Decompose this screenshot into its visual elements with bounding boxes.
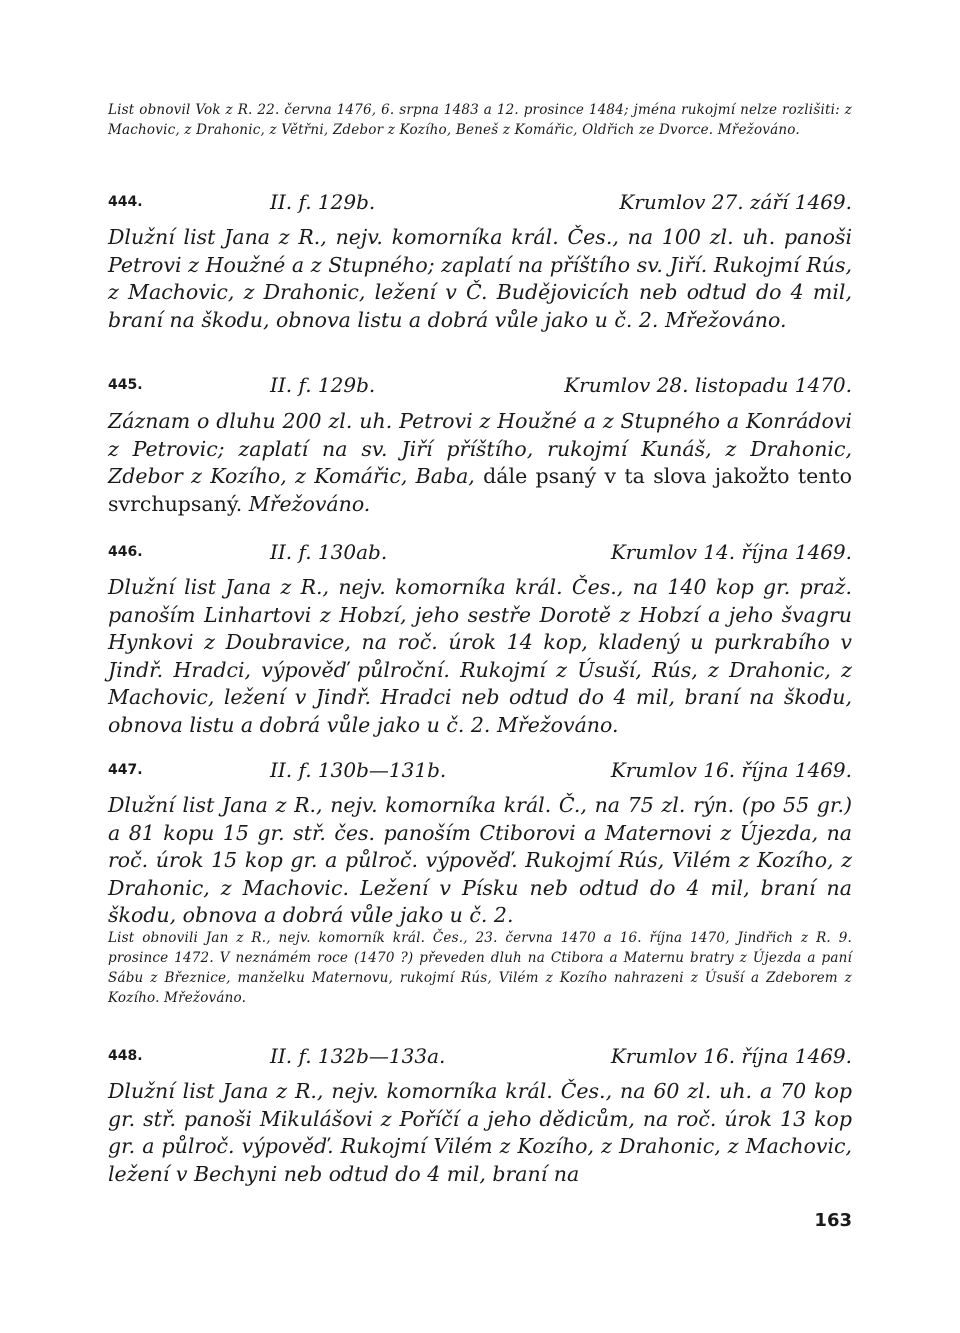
- entry-text-end: Mřežováno.: [242, 491, 371, 516]
- entry-text: Dlužní list Jana z R., nejv. komorníka král. Čes., na 140 kop gr. praž. panoším Linhartovi z Hobzí, jeho sestře Dorotě z Hobzí a jeho švagru Hynkovi z Doubravice, na roč. úrok 14 kop, kladený u purkrabího v Jindř. Hradci, výpověď půlroční. Rukojmí z Úsuší, Rús, z Drahonic, z Machovic, ležení v Jindř. Hradci neb odtud do 4 mil, braní na škodu, obnova listu a dobrá vůle jako u č. 2. Mřežováno.: [108, 575, 852, 737]
- entry-text-roman: dále psaný v ta slova jakožto tento svrchupsaný.: [108, 464, 852, 516]
- entry-folio: II. f. 132b—133a.: [270, 1044, 446, 1068]
- entry-note: List obnovili Jan z R., nejv. komorník král. Čes., 23. června 1470 a 16. října 1470, Jindřich z R. 9. prosince 1472. V neznámém roce (1470 ?) převeden dluh na Ctibora a Maternu bratry z Újezda a paní Sábu z Březnice, manželku Maternovu, rukojmí Rús, Vilém z Kozího nahrazeni z Úsuší a Zdeborem z Kozího. Mřežováno.: [108, 930, 852, 1006]
- entry-number: 446.: [108, 544, 143, 560]
- carryover-note: List obnovil Vok z R. 22. června 1476, 6. srpna 1483 a 12. prosince 1484; jména rukojmí nelze rozlišiti: z Machovic, z Drahonic, z Větřni, Zdebor z Kozího, Beneš z Komářic, Oldřich ze Dvorce. Mřežováno.: [108, 102, 852, 138]
- entry-place-date: Krumlov 28. listopadu 1470.: [564, 373, 852, 397]
- entry-place-date: Krumlov 27. září 1469.: [619, 190, 852, 214]
- entry-heading: [108, 758, 852, 786]
- entry-text: [108, 408, 852, 518]
- entry-number: 447.: [108, 762, 143, 778]
- entry-folio: II. f. 129b.: [270, 190, 376, 214]
- entry-number: 444.: [108, 194, 143, 210]
- entry-heading: [108, 373, 852, 401]
- entry-heading: [108, 540, 852, 568]
- entry-heading: [108, 1044, 852, 1072]
- entry-number: 448.: [108, 1048, 143, 1064]
- page-number: 163: [814, 1210, 852, 1231]
- entry-text: Dlužní list Jana z R., nejv. komorníka král. Č., na 75 zl. rýn. (po 55 gr.) a 81 kopu 15 gr. stř. čes. panoším Ctiborovi a Maternovi z Újezda, na roč. úrok 15 kop gr. a půlroč. výpověď. Rukojmí Rús, Vilém z Kozího, z Drahonic, z Machovic. Ležení v Písku neb odtud do 4 mil, braní na škodu, obnova a dobrá vůle jako u č. 2.: [108, 793, 852, 927]
- entry-text-italic: Záznam o dluhu 200 zl. uh. Petrovi z Houžné a z Stupného a Konrádovi z Petrovic; zaplatí na sv. Jiří příštího, rukojmí Kunáš, z Drahonic, Zdebor z Kozího, z Komářic, Baba,: [108, 409, 852, 488]
- entry-folio: II. f. 129b.: [270, 373, 376, 397]
- entry-folio: II. f. 130ab.: [270, 540, 388, 564]
- entry-text: Dlužní list Jana z R., nejv. komorníka král. Čes., na 100 zl. uh. panoši Petrovi z Houžné a z Stupného; zaplatí na příštího sv. Jiří. Rukojmí Rús, z Machovic, z Drahonic, ležení v Č. Budějovicích neb odtud do 4 mil, braní na škodu, obnova listu a dobrá vůle jako u č. 2. Mřežováno.: [108, 225, 852, 332]
- entry-folio: II. f. 130b—131b.: [270, 758, 447, 782]
- entry-heading: [108, 190, 852, 218]
- entry-place-date: Krumlov 14. října 1469.: [610, 540, 852, 564]
- entry-place-date: Krumlov 16. října 1469.: [610, 758, 852, 782]
- entry-place-date: Krumlov 16. října 1469.: [610, 1044, 852, 1068]
- entry-text: Dlužní list Jana z R., nejv. komorníka král. Čes., na 60 zl. uh. a 70 kop gr. stř. panoši Mikulášovi z Poříčí a jeho dědicům, na roč. úrok 13 kop gr. a půlroč. výpověď. Rukojmí Vilém z Kozího, z Drahonic, z Machovic, ležení v Bechyni neb odtud do 4 mil, braní na: [108, 1079, 852, 1186]
- entry-number: 445.: [108, 377, 143, 393]
